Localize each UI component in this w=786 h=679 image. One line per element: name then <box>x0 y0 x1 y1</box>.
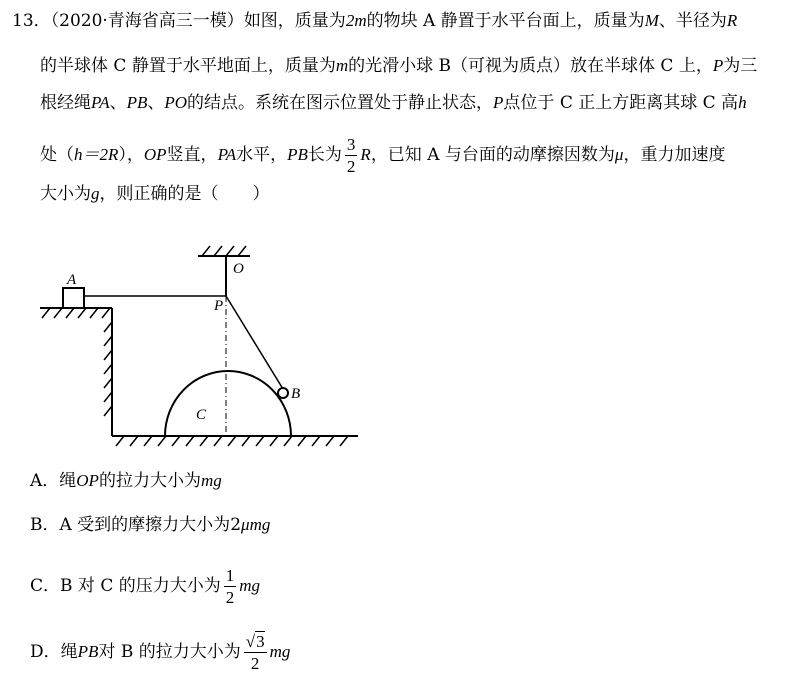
question-line-2: 的半球体 C 静置于水平地面上，质量为m的光滑小球 B（可视为质点）放在半球体 C 上，P为三 <box>40 56 758 76</box>
mu-symbol: μ <box>614 145 624 164</box>
question-line-3: 根经绳PA、PB、PO的结点。系统在图示位置处于静止状态，P点位于 C 正上方距离其球 C 高h <box>40 93 747 113</box>
question-line-5: 大小为g，则正确的是（ ） <box>40 184 270 204</box>
rope-pb <box>226 296 283 389</box>
ceiling-hatch <box>202 246 246 256</box>
label-a: A <box>67 272 77 288</box>
mass-a: 2m <box>345 11 367 30</box>
label-c: C <box>196 407 207 423</box>
wall-hatch <box>104 322 112 416</box>
option-b[interactable]: B．A 受到的摩擦力大小为2μmg <box>30 515 271 535</box>
physics-diagram <box>30 236 370 456</box>
question-line-4: 处（h＝2R），OP竖直，PA水平，PB长为 $\frac{3}{2}$ R，已知 A 与台面的动摩擦因数为μ，重力加速度 <box>40 135 726 176</box>
question-line-1: 13．（2020·青海省高三一模）如图，质量为2m的物块 A 静置于水平台面上，质量为M、半径为R <box>12 11 738 31</box>
fraction-one-half: $\frac{1}{2}$ <box>225 566 235 607</box>
mass-b: m <box>335 56 349 75</box>
question-number: 13． <box>12 11 51 31</box>
question-source: （2020·青海省高三一模） <box>50 11 244 31</box>
ground-hatch <box>116 436 348 446</box>
table-hatch <box>42 308 110 318</box>
option-c[interactable]: C．B 对 C 的压力大小为 $\frac{1}{2}$ mg <box>30 566 261 607</box>
option-d[interactable]: D．绳PB对 B 的拉力大小为 $\frac{√3}{2}$ mg <box>30 632 291 673</box>
height-condition: h＝2R <box>74 145 119 164</box>
block-a <box>63 288 84 308</box>
ball-b <box>278 388 288 398</box>
label-p: P <box>214 298 224 314</box>
fraction-three-halves: $\frac{3}{2}$ <box>346 135 356 176</box>
point-p: P <box>712 56 724 75</box>
label-o: O <box>233 261 244 277</box>
sqrt-sign: √3 <box>245 632 265 651</box>
option-a[interactable]: A．绳OP的拉力大小为mg <box>30 471 222 491</box>
label-b: B <box>291 386 301 402</box>
fraction-sqrt3-over-2: $\frac{√3}{2}$ <box>245 632 265 673</box>
radius-r: R <box>726 11 738 30</box>
mass-c: M <box>644 11 659 30</box>
hemisphere-c <box>165 371 291 436</box>
